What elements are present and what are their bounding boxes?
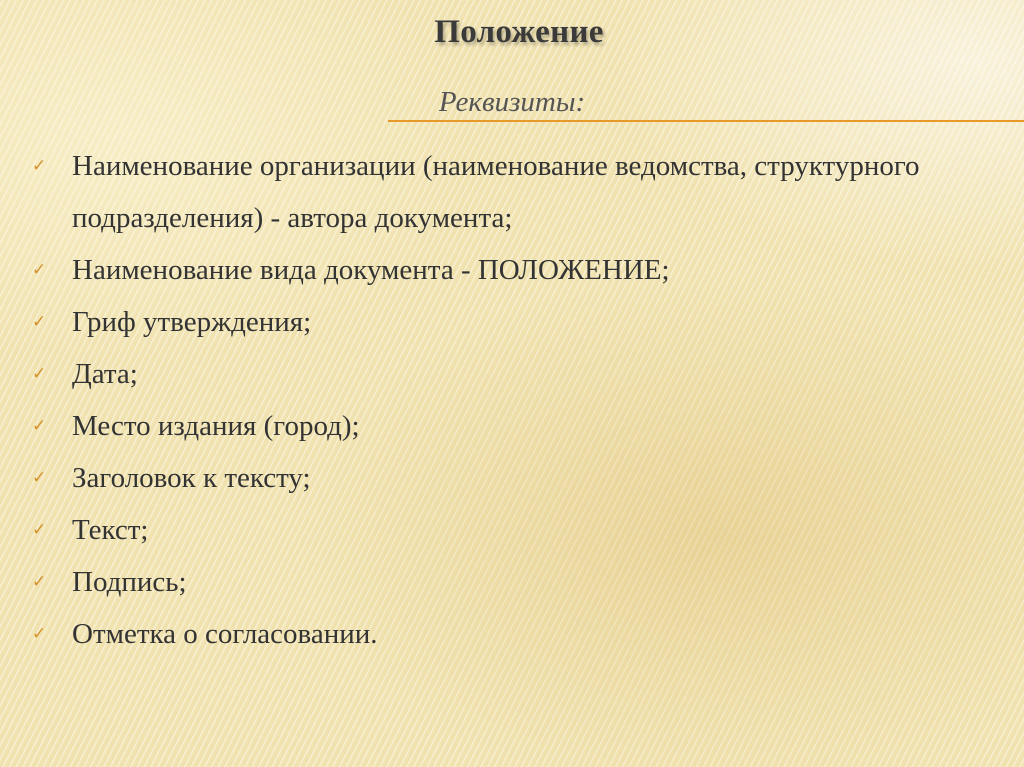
list-item-text: Гриф утверждения; xyxy=(72,306,312,338)
requisites-list xyxy=(0,140,1024,660)
list-item-text: Место издания (город); xyxy=(72,410,360,442)
list-item-text: Наименование организации (наименование ведомства, структурного подразделения) - автора документа; xyxy=(72,150,920,234)
list-item xyxy=(0,348,1024,400)
check-icon: ✓ xyxy=(32,364,47,384)
list-item-text: Отметка о согласовании. xyxy=(72,618,378,650)
check-icon: ✓ xyxy=(32,312,47,332)
check-icon: ✓ xyxy=(32,624,47,644)
check-icon: ✓ xyxy=(32,572,47,592)
list-item-text: Текст; xyxy=(72,514,149,546)
list-item-text: Подпись; xyxy=(72,566,187,598)
list-item-text: Дата; xyxy=(72,358,138,390)
list-item xyxy=(0,452,1024,504)
check-icon: ✓ xyxy=(32,468,47,488)
list-item xyxy=(0,556,1024,608)
title-divider xyxy=(388,120,1024,122)
list-item xyxy=(0,140,1024,244)
check-icon: ✓ xyxy=(32,156,47,176)
check-icon: ✓ xyxy=(32,416,47,436)
list-item-text: Наименование вида документа - ПОЛОЖЕНИЕ; xyxy=(72,254,670,286)
check-icon: ✓ xyxy=(32,260,47,280)
list-item xyxy=(0,608,1024,660)
check-icon: ✓ xyxy=(32,520,47,540)
slide-title: Положение xyxy=(434,14,604,50)
list-item-text: Заголовок к тексту; xyxy=(72,462,311,494)
slide-subtitle: Реквизиты: xyxy=(438,86,586,118)
list-item xyxy=(0,296,1024,348)
list-item xyxy=(0,400,1024,452)
list-item xyxy=(0,244,1024,296)
list-item xyxy=(0,504,1024,556)
